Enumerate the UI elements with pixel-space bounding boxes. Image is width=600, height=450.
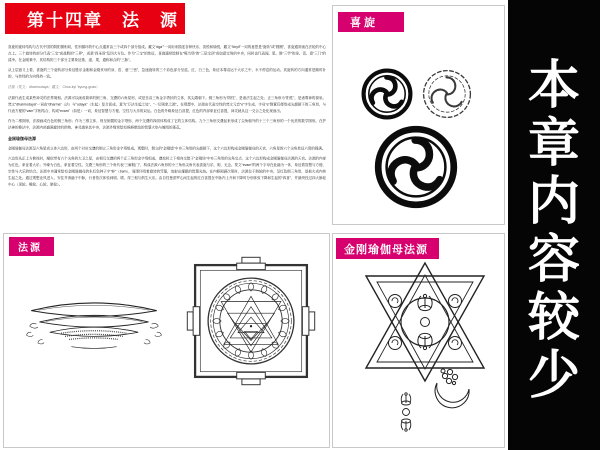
chapter-title: 第十四章 法 源: [27, 11, 179, 30]
paragraph: 从上层意义上看，喜旋的三个旋转部分象征胜乐金刚和金刚亥母的身、语、意“三密”，急速旋转的三个彩色部分呈蓝、红、白三色，象征本尊双运于大乐之中、永不停息的运动。其旋转的方向通常是顺时针的，与转经的方向保持一致。: [8, 68, 326, 79]
sri-yantra-diagram: [186, 256, 316, 386]
sidebar-vertical-note: [508, 0, 600, 450]
sidebar-char: 本: [527, 57, 580, 115]
paragraph: 作为二维图形，法源画成白色的倒三角形；作为三维立体，则呈倒置的金字塔形，两个交叠的四面体构成了它的立体结构。九个三角形交叠起来形成了尖角朝外的十三个三角形的一个优美的数学图形。在护法神的修法中，法源内部盛满旋转的供物，神灵端坐其中央，法源外缘常绘有熊熊燃烧的智慧火焰与缠绕的莲花。: [8, 119, 326, 130]
paragraph: 金刚瑜伽母法源呈六角星或立体六边形，由两个对应交叠的倒立三角形金字塔组成。观想时，倒立的“金刚墙”中央三角形的尖端朝下，这个六边形构成金刚瑜伽母的天宫，六角星的六个尖角象征六度的圆满。: [8, 147, 326, 151]
sidebar-char: 较: [527, 289, 580, 347]
panel-vajrayogini: [332, 233, 505, 448]
panel-gakyil: [332, 5, 505, 225]
hexagram-dharmodaya-diagram: [333, 234, 504, 447]
sidebar-char: 容: [527, 231, 580, 289]
panel-label-gakyil: [338, 12, 404, 32]
chapter-banner: [5, 3, 185, 34]
gakyil-symbol-large-icon: [374, 125, 458, 209]
panel-label-text: 喜旋: [350, 17, 378, 29]
sidebar-char: 章: [527, 115, 580, 173]
section-subtitle: 金刚瑜伽母法源: [8, 136, 36, 141]
paragraph: 法源代表生成某些神灵的法界境相。法源可以画成简单的倒三角、交叠的六角星形，或是呈双三角金字塔状的立体，其尖端朝下。倒三角形为“阴性”，是诸法生起之处；正三角形为“阳性”，是诸尊神的源泉。梵文“dharmodaya”一词由“dharma”（法）与“udaya”（生起）复合而成，意为“万法生起之处”、“一切现象之源”。在观想中，法源由代表空性的梵文元音“e”字生成，字母“e”倒置后便形成尖端朝下的三角形，与代表方便的“vam”字相结合，构成“evam”（如是）一词，象征智慧与方便、空性与大乐的双运。白色的外缘象征白菩提，红色的内部象征红菩提，神灵就从这一交合之处化现而出。: [8, 96, 326, 113]
article-text-column: [8, 44, 326, 192]
paragraph: 喜旋的旋转结构与古代中国的阴阳图相同，性别循环的中心点通常由三个或四个部分组成。藏文“dga'”一词用来描述各种快乐、喜悦和愉悦，藏文“'khyil”一词的意思是“旋转”或“圆圈”，喜旋通常画在法轮的中心点上。三个旋转的部分代表“三宝”或战胜的“三界”，或是“四圣谛”及四大方位。作为“三宝”的象征，喜旋通常绘制在“噶当塔”的“三层宝顶”或如意宝珠的中央，同时也代表闻、思、修“三学”和身、语、意“三门”的清净。在金刚乘中，其结构的三个部分主要象征基、道、果，通称和合的“三脉”。: [8, 45, 326, 62]
panel-label-text: 金刚瑜伽母法源: [344, 243, 428, 256]
panel-dharmodaya: [3, 233, 330, 448]
panel-label-dharmodaya: [9, 237, 54, 256]
paragraph: 六边形从正上方俯视时，酷似带有六个尖角的大卫之星，由相互交叠的两个正三角形金字塔组成，叠放时上下相向交错于“金刚场”中央三角形的尖角交点，这个六边形构成金刚瑜伽母法源的天宫。法源的内部为红色，象征着大乐；外缘为白色，象征着空性。交叠三角形的三个角代表“三解脱门”，构成法源六角形的小三角形尖角代表喜旋与乐、明、无念。梵文“evam”的两个字母在此融为一体，象征着智慧与方便、空性与大乐的结合。法源中央通常绘有金刚瑜伽母的朱红色种子字“蚌”（bam），周围环绕着旋转的咒鬘，放射出耀眼的智慧光焰。在内修圆满次第时，法源位于脐轮的中央，呈红色倒三角形，是拙火或内热生起之处。通过观想业风进入、安住并消融于中脉，行者依次体验到明、增、得三相与俱生大乐。由自性曼荼罗心间生起的红白菩提在中脉内上升和下降时分别体验下降和生起的“四喜”，并最终经过四大脉轮中心（顶轮、喉轮、心轮、脐轮）。: [8, 157, 326, 187]
stacked-offering-bowls-drawing: [22, 292, 166, 354]
sidebar-char: 内: [527, 173, 580, 231]
panel-label-text: 法源: [18, 243, 42, 254]
gakyil-symbol-light-icon: [421, 68, 473, 120]
gakyil-symbol-bold-icon: [361, 68, 413, 120]
sidebar-char: 少: [527, 347, 580, 405]
sanskrit-tibetan-note: 法源（梵文：dharmodaya；藏文：Chos-kyi 'byung-gnas）: [8, 85, 100, 89]
